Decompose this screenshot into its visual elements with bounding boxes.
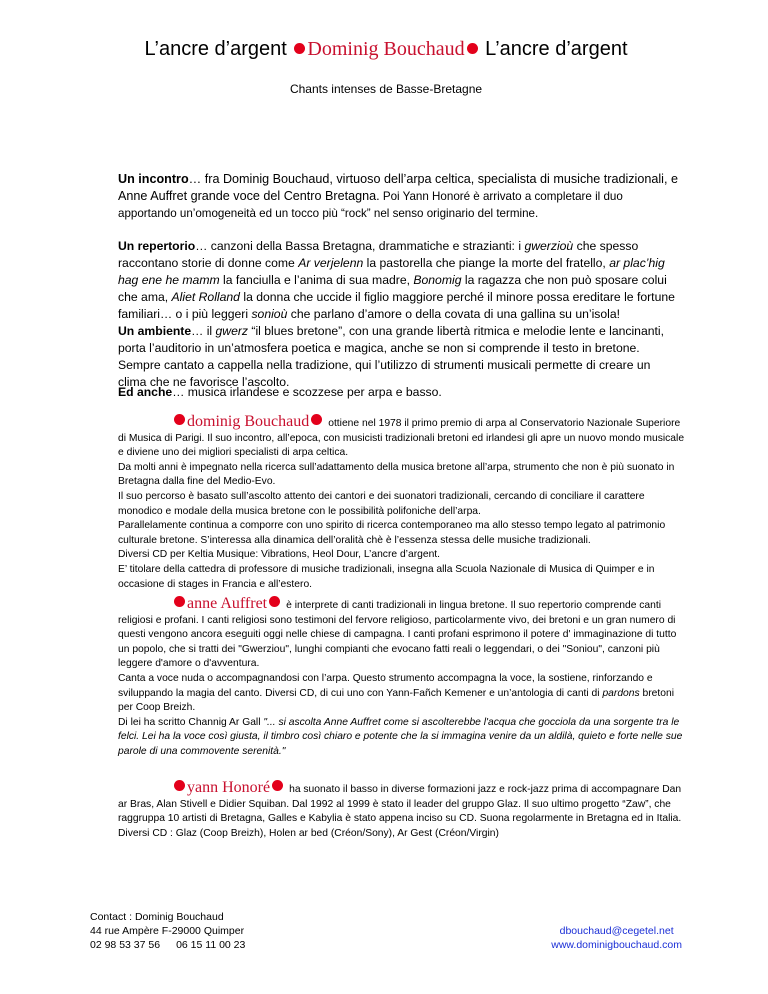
paragraph-anche: [118, 384, 680, 401]
title-right: L’ancre d’argent: [485, 38, 628, 60]
footer-links: [551, 924, 682, 952]
bullet-dot-icon: [311, 414, 322, 425]
paragraph-text: che parlano d’amore o della covata di una gallina su un’isola!: [287, 307, 621, 321]
document-title: [90, 36, 682, 62]
bio-yann: [118, 780, 686, 841]
paragraph-text: la donna che uccide il figlio maggiore perché il minore possa ereditare le fortune familiari… o i più leggeri: [118, 290, 675, 321]
song-title: Bonomig: [413, 273, 462, 287]
quote-text: "... si ascolta Anne Auffret come si ascolterebbe l'acqua che gocciola da una sorgente tra le felci. Lei ha la voce così giusta, il timbro così chiaro e potente che la si immagina venire da un aldilà, quieto e forte nelle sue parole di una commovente serenità.": [118, 716, 683, 757]
contact-name: Contact : Dominig Bouchaud: [90, 911, 224, 923]
bio-anne: [118, 596, 686, 760]
phone-2: 06 15 11 00 23: [176, 939, 246, 951]
song-title: sonioù: [251, 307, 288, 321]
paragraph-text: … fra Dominig Bouchaud, virtuoso dell’arpa celtica, specialista di musiche tradizionali, e Anne Auffret grande voce del Centro Bretagna.: [118, 172, 678, 203]
bio-line: Il suo percorso è basato sull’ascolto attento dei cantori e dei suonatori tradizionali, cercando di conciliare il carattere monodico e modale della musica bretone con le possibilità polifoniche dell’arpa.: [118, 490, 645, 517]
song-title: Ar verjelenn: [298, 256, 364, 270]
bullet-dot-icon: [174, 596, 185, 607]
contact-phones: [90, 938, 245, 952]
bio-name: yann Honoré: [187, 779, 271, 796]
bio-line: Canta a voce nuda o accompagnandosi con l’arpa. Questo strumento accompagna la voce, la sostiene, rinforzando e sviluppando la magia del canto. Diversi CD, di cui uno con Yann-Fañch Kemener e un’antologia di canti di pardons bretoni per Coop Breizh.: [118, 672, 675, 714]
email-link[interactable]: dbouchaud@cegetel.net: [559, 925, 674, 937]
bio-heading: [118, 414, 686, 432]
title-center: Dominig Bouchaud: [307, 38, 465, 60]
song-title: gwerz: [215, 324, 249, 338]
paragraph-text: la pastorella che piange la morte del fratello,: [363, 256, 610, 270]
bullet-dot-icon: [269, 596, 280, 607]
bio-line: Da molti anni è impegnato nella ricerca sull’adattamento della musica bretone all’arpa, strumento che non è più suonato in Bretagna dalla fine del Medio-Evo.: [118, 461, 675, 488]
quote-intro: Di lei ha scritto Channig Ar Gall: [118, 716, 264, 728]
paragraph-text: la ragazza che non può sposare colui che ama,: [118, 273, 667, 304]
bio-line: Parallelamente continua a comporre con uno spirito di ricerca contemporaneo ma allo stesso tempo legato al patrimonio culturale bretone. S’interessa alla dinamica dell’oralità chè è l’essenza stessa delle musiche tradizionali.: [118, 520, 666, 546]
bio-lead: ha suonato il basso in diverse formazioni jazz e rock-jazz prima di accompagnare Dan: [289, 784, 682, 795]
paragraph-text: … musica irlandese e scozzese per arpa e basso.: [172, 385, 442, 399]
bullet-dot-icon: [174, 414, 185, 425]
title-left: L’ancre d’argent: [144, 38, 287, 60]
bullet-dot-icon: [272, 780, 283, 791]
bio-heading: [118, 596, 686, 614]
paragraph-lead: Un ambiente: [118, 324, 192, 338]
bio-line: ar Bras, Alan Stivell e Didier Squiban. Dal 1992 al 1999 è stato il leader del gruppo Glaz. Il suo ultimo progetto “Zaw”, che raggruppa 10 artisti di Bretagna, Galles e Kabylia è stato appena inciso su CD. Suona regolarmente in Bretagna ed in Italia.: [118, 798, 682, 825]
bio-quote: [118, 716, 686, 760]
website-link[interactable]: www.dominigbouchaud.com: [551, 939, 682, 951]
paragraph-repertorio: [118, 238, 680, 323]
paragraph-lead: Ed anche: [118, 385, 173, 399]
bio-line: E’ titolare della cattedra di professore di musiche tradizionali, insegna alla Scuola Nazionale di Musica di Quimper e in occasione di stages in Francia e all’estero.: [118, 563, 655, 590]
paragraph-ambiente: [118, 323, 680, 391]
bullet-dot-icon: [174, 780, 185, 791]
song-title: Aliet Rolland: [171, 290, 240, 304]
phone-1: 02 98 53 37 56: [90, 939, 161, 951]
footer-contact: [90, 910, 245, 952]
document-subtitle: Chants intenses de Basse-Bretagne: [289, 82, 483, 96]
paragraph-text: che spesso raccontano storie di donne come: [118, 239, 639, 270]
bullet-dot-icon: [467, 43, 478, 54]
document-page: [90, 0, 685, 994]
bio-dominig: [118, 414, 686, 592]
paragraph-incontro: [118, 171, 680, 222]
bio-line: Diversi CD per Keltia Musique: Vibrations, Heol Dour, L’ancre d’argent.: [118, 549, 441, 561]
paragraph-text: “il blues bretone”, con una grande libertà ritmica e melodie lente e lancinanti, porta l’auditorio in un’atmosfera poetica e magica, anche se non si comprende il testo in bretone. Sempre cantato a cappella nella tradizione, qui l’utilizzo di strumenti musicali permette di creare un clima che ne favorisce l’ascolto.: [118, 324, 664, 389]
paragraph-text: … il: [191, 324, 216, 338]
bullet-dot-icon: [294, 43, 305, 54]
bio-lead: è interprete di canti tradizionali in lingua bretone. Il suo repertorio comprende canti: [286, 600, 662, 611]
paragraph-text: … canzoni della Bassa Bretagna, drammatiche e strazianti: i: [195, 239, 525, 253]
paragraph-text: la fanciulla e l’anima di sua madre,: [219, 273, 414, 287]
bio-line: religiosi e profani. I canti religiosi sono testimoni del fervore religioso, particolarmente vivo, dei bretoni e un gran numero di questi vengono ancora eseguiti oggi nelle chiese di campagna. I canti profani esprimono il potere d' immaginazione di tutto un popolo, che si tratti dei "Gwerziou", lunghi compianti che evocano fatti reali o leggendari, o dei "Soniou", canzoni più leggere d'amore o d'avventura.: [118, 614, 677, 670]
paragraph-text: Poi Yann Honoré è arrivato a completare il duo apportando un’omogeneità ed un tocco più “rock” nel senso originario del termine.: [118, 190, 623, 220]
bio-name: dominig Bouchaud: [187, 413, 310, 430]
bio-heading: [118, 780, 686, 798]
song-title: gwerzioù: [524, 239, 574, 253]
bio-line: Diversi CD : Glaz (Coop Breizh), Holen ar bed (Créon/Sony), Ar Gest (Créon/Virgin): [118, 827, 499, 839]
bio-name: anne Auffret: [187, 595, 268, 612]
song-title: ar plac’hig hag ene he mamm: [118, 256, 665, 287]
contact-address: 44 rue Ampère F-29000 Quimper: [90, 925, 245, 937]
bio-lead: ottiene nel 1978 il primo premio di arpa al Conservatorio Nazionale Superiore: [328, 418, 681, 429]
paragraph-lead: Un incontro: [118, 172, 189, 186]
bio-line: di Musica di Parigi. Il suo incontro, all’epoca, con musicisti tradizionali bretoni ed irlandesi gli apre un nuovo mondo musicale e diviene uno dei migliori specialisti di arpa celtica.: [118, 432, 685, 459]
paragraph-lead: Un repertorio: [118, 239, 196, 253]
song-title: pardons: [602, 687, 640, 699]
